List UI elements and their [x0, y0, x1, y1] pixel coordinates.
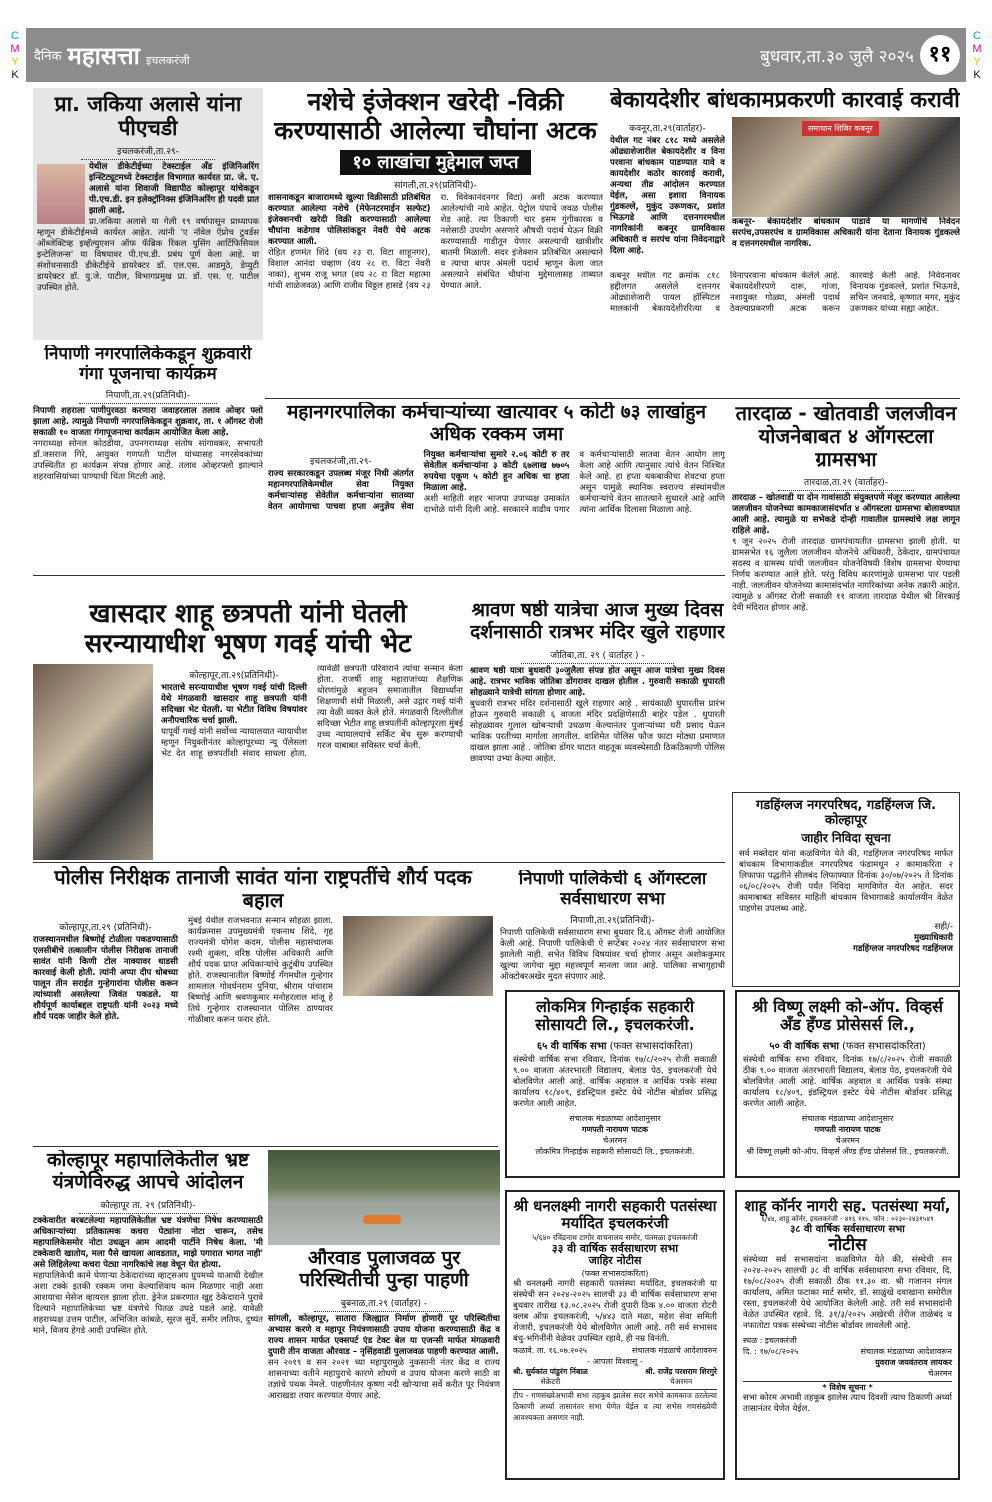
dateline: कोल्हापूर ता. २९ (प्रतिनिधी)-	[100, 1200, 196, 1211]
reg-k: K	[11, 69, 19, 81]
article-zakiya	[33, 88, 263, 340]
flood-photo	[268, 1150, 500, 1245]
issue-date: बुधवार,ता.३० जुलै २०२५	[760, 46, 914, 67]
article-lead: राजस्थानमधील बिष्णोई टोळीला पकडण्यासाठी एलसीबीचे तत्कालीन पोलीस निरीक्षक तानाजी सावंत यांनी किणी टोल नाक्यावर धाडसी कारवाई केली होती. त्यांनी अप्पा दीप धोबच्या पालून तीन सराईत गुन्हेगारांना पोलीस करून त्यांच्याशी असलेल्या जिवंत पकडले. या शौर्यपूर्ण कार्याबद्दल राष्ट्रपती यांनी २०२३ मध्ये शौर्य पदक जाहीर केले होते.	[33, 935, 178, 1022]
masthead	[26, 28, 966, 82]
article-kolhapur-aap	[33, 1150, 263, 1480]
article-shahu	[33, 600, 463, 860]
dateline: कोल्हापूर,ता.२९(प्रतिनिधी)-	[189, 670, 279, 681]
headline: निपाणी नगरपालिकेकडून शुक्रवारी गंगा पूजनाचा कार्यक्रम	[44, 345, 252, 384]
headline: तारदाळ - खोतवाडी जलजीवन योजनेबाबत ४ ऑगस्टला ग्रामसभा	[735, 402, 957, 471]
article-injection	[268, 88, 603, 393]
notice-tip: टीप - गणसंख्येअभावी सभा तहकूब झालेस सदर सभेचे कामकाज ठरलेल्या ठिकाणी अर्ध्या तासानंतर सभा घेणेत येईल व त्या सभेस गणसंख्येची आवश्यकता असणार नाही.	[513, 1390, 717, 1422]
notice-subtitle: ३३ वी वार्षिक सर्वसाधारण सभा	[551, 1241, 679, 1255]
notice-address: ५/६४० रविंद्रनाथ टागोर वाचनालय समोर, पंतमळा इचलकरंजी	[532, 1232, 698, 1242]
article-lead: निपाणी शहराला पाणीपुरवठा करणारा जवाहरलाल तलाव ओव्हर फ्लो झाला आहे. त्यामुळे निपाणी नगरपालिकेकडून शुक्रवार, ता. १ ऑगस्ट रोजी सकाळी १० वाजता गंगापूजनाचा कार्यक्रम आयोजित केला आहे.	[33, 406, 263, 439]
article-body: बुधवारी रात्रभर मंदिर दर्शनासाठी खुले राहणार आहे . सायंकाळी धुपारतीस प्रारंभ होऊन गुरुवारी सकाळी ६ वाजता मंदिर प्रदक्षिणेसाठी बाहेर पडेल . धुपारती सोहळ्यावर गुलाल खोबऱ्याची उधळण केल्यानंतर पुजाऱ्यांच्या घरी प्रसाद घेऊन भाविक परतीच्या मार्गाला लागतील. वाशिमेत पोलिस फौज फाटा मोठ्या प्रमाणात दाखल झाला आहे . जोतिबा डोंगर घाटात वाहतूक व्यवस्थेसाठी ठिकठिकाणी पोलिस छावण्या उभ्या केल्या आहेत.	[470, 698, 725, 764]
dateline: कोल्हापूर,ता.२९ (प्रतिनिधी)-	[59, 923, 152, 933]
notice-lokmitra	[505, 990, 725, 1178]
article-shravan	[470, 600, 725, 870]
headline: महानगरपालिका कर्मचाऱ्यांच्या खात्यावर ५ कोटी ७३ लाखांहुन अधिक रक्कम जमा	[286, 402, 707, 445]
signatory-name: श्री. सुर्यकांत पांडुरंग निंबाळ	[513, 1366, 588, 1376]
article-body: निपाणी पालिकेची सर्वसाधारण सभा बुधवार दि.६ ऑगस्ट रोजी आयोजित केली आहे. निपाणी पालिकेची ऐ सप्टेंबर २०२४ नंतर सर्वसाधारण सभा झालेली नाही. सभेत विविध विषयांवर चर्चा होणार असून अशोककुमार खुल्या जागेचा मुद्दा महत्त्वपूर्ण मानला जात आहे. पालिका सभागृहाची ऑक्टोबरअखेर मुदत संपणार आहे.	[500, 928, 725, 983]
masthead-prefix: दैनिक	[34, 49, 62, 64]
article-lead: राज्य सरकारकडून उपलब्ध मंजूर निधी अंतर्गत महानगरपालिकेमधील सेवा नियुक्त कर्मचाऱ्यांसह सेवेतील कर्मचाऱ्यांना सातव्या वेतन आयोगाचा पाचवा हप्ता अनुज्ञेय सेवा नियुक्त कर्मचाऱ्यांचा सुमारे २.०६ कोटी रु तर सेवेतील कर्मचाऱ्यांना ३ कोटी ६७लाख ७७०५ रुपयेचा एकूण ५ कोटी हून अधिक चा हप्ता मिळाला आहे.	[268, 449, 570, 512]
notice-gadhinglaj	[732, 792, 960, 987]
notice-vishnu-laxmi	[735, 990, 960, 1178]
article-nipani-sabha	[500, 870, 725, 985]
registration-marks-right	[972, 30, 982, 82]
notice-body: सर्व मक्तेदार यांना कळविणेत येते की, गडहिंग्लज नगरपरिषद मार्फत बांधकाम विभागाकडील नगरपरिषद फंडामधून २ कामाकरिता २ लिफाफा पद्धतीने सीलबंद लिफाफ्यात दिनांक ३०/०७/२०२५ ते दिनांक ०६/०८/२०२५ रोजी पर्यंत निविदा मागविणेत येत आहेत. सदर कामाबाबत सविस्तर माहिती बांधकाम विभागाकडे कार्यालयीन वेळेत पाहणेस उपलब्ध आहे.	[739, 848, 953, 914]
headline: खासदार शाहू छत्रपती यांनी घेतली सरन्यायाधीश भूषण गवई यांची भेट	[84, 600, 412, 659]
article-lead: येथील गट नंबर ८१८ मध्ये असलेले ओढ्याशेजारील बेकायदेशीर व विना परवाना बांधकाम पाडण्यात यावे व कायदेशीर कठोर कारवाई करावी, अन्यथा तीव्र आंदोलन करण्यात येईल, असा इशारा विनायक गुंडकल्ले, मुकुंद उरूणकर, प्रशांत भिऊगडे आणि दत्तनगरमधील नागरिकांनी कबनूर ग्रामविकास अधिकारी व सरपंच यांना निवेदनाद्वारे दिला आहे.	[610, 136, 725, 257]
signatory-title: चेअरमन	[928, 1369, 952, 1379]
notice-footer: लोकमित्र गिन्हाईक सहकारी सोसायटी लि., इचलकरंजी.	[535, 1146, 695, 1156]
notice-place: स्थळ : इचलकरंजी	[743, 1336, 797, 1346]
signatory-name: गणपती नारायण पाटक	[581, 1124, 649, 1134]
article-body: यापूर्वी गवई यांनी सर्वोच्च न्यायालयात न्यायाधीश म्हणून नियुक्तीनंतर कोल्हापूरच्या न्यू पॅलेसला भेट देत शाहू छत्रपतींशी संवाद साधला होता. त्यावेळी छत्रपती परिवाराने त्यांचा सन्मान केला होता. राजर्षी शाहू महाराजांच्या शैक्षणिक धोरणांमुळे बहुजन समाजातील विद्यार्थ्यांना शिक्षणाची संधी मिळाली, असे उद्गार गवई यांनी त्या वेळी व्यक्त केले होते. मंगळवारी दिल्लीतील सदिच्छा भेटीत शाहू छत्रपतींनी कोल्हापूरला मुंबई उच्च न्यायालयाचे सर्किट बेंच सुरू करण्याची गरज याबाबत सविस्तर चर्चा केली.	[161, 663, 463, 759]
masthead-city: इचलकरंजी	[145, 54, 190, 67]
signatory-title: चेअरमन	[603, 1135, 627, 1145]
dateline: इचलकरंजी,ता.२९-	[117, 147, 179, 158]
news-photo	[732, 117, 960, 217]
registration-marks-left	[10, 30, 20, 82]
notice-title: शाहू कॉर्नर नागरी सह. पतसंस्था मर्या,	[744, 1197, 951, 1215]
reg-m: M	[972, 43, 982, 55]
dateline: सांगली,ता.२९(प्रतिनिधी)-	[394, 180, 477, 191]
notice-title: लोकमित्र गिन्हाईक सहकारी सोसायटी लि., इचलकरंजी.	[535, 997, 695, 1035]
article-body: रोहित हणमंत शिंदे (वय २३ रा. विटा शाहूनगर), विशाल आनंदा चव्हाण (वय २८ रा. विटा नेवरी नाका), शुभम राजू भगत (वय २८ रा विटा महात्मा गांधी शाळेजवळ) आणि राजीव विठ्ठल हासडे (वय २३ रा. विवेकानंदनगर विटा) अशी अटक करण्यात आलेल्यांची नावे आहेत. पेट्रोल पंपाचे जवळ पोलीस शेड आहे. त्या ठिकाणी चार इसम गुंगीकारक व नशेसाठी उपयोग असणारे औषधी पदार्थ घेऊन विक्री करण्यासाठी गाडीतून येणार असल्याची खात्रीशीर बातमी मिळाली. सदर इंजेक्शन प्रतिबंधित असल्याने व त्याचा बापर अंमली पदार्थ म्हणून केला जात असल्याने संबंधित चौघांना मुद्देमालासह ताब्यात घेण्यात आले.	[268, 192, 603, 291]
headline: निपाणी पालिकेची ६ ऑगस्टला सर्वसाधारण सभा	[518, 870, 707, 909]
article-lead: सांगली, कोल्हापूर, सातारा जिल्ह्यात निर्माण होणारी पूर परिस्थितीचा अभ्यास करणे व महापूर नियंत्रणासाठी उपाय योजना करण्यासाठी केंद्र व राज्य शासन मार्फत एक्सपर्ट एंड टेक्ट बेल या एजन्सी मार्फत मंगळवारी दुपारी तीन वाजता औरवाड – नृसिंहवाडी पुलाजवळ पाहणी करण्यात आली.	[268, 1313, 500, 1357]
dateline: कवनूर,ता.२९(वार्ताहर)-	[629, 124, 706, 135]
article-body: अशी माहिती शहर भाजपा उपाध्यक्ष उमाकांत दाभोळे यांनी दिली आहे. सरकारने वाढीव पगार व कर्मचाऱ्यांसाठी सातवा वेतन आयोग लागू केला आहे आणि त्यानुसार त्यांचे वेतन निश्चित केले आहे. हा हप्ता थकबाकीचा शेवटचा हप्ता असून यामुळे स्थानिक स्वराज्य संस्थांमधील कर्मचाऱ्यांचे वेतन सातत्याने सुधारले आहे आणि त्यांना आर्थिक दिलासा मिळाला आहे.	[423, 449, 725, 515]
portrait-photo	[37, 164, 85, 224]
article-mahanagarpalika	[268, 402, 725, 570]
subheadline: १० लाखांचा मुद्देमाल जप्त	[340, 150, 530, 175]
notice-subtitle: ५० वी वार्षिक सभा	[769, 1040, 839, 1052]
notice-body: श्री धनलक्ष्मी नागरी सहकारी पतसंस्था मर्यादित, इचलकरंजी या संस्थेची सन २०२४-२०२५ सालची ३३ वी वार्षिक सर्वसाधारण सभा बुधवार तारीख १३.०८.२०२५ रोजी दुपारी ठिक ४.०० वाजता रोटरी क्लब ऑफ इचलकरंजी, ५/४४३ दाते मळा, महेश सेवा समिती शेजारी, इचलकरंजी येथे बोलविणेत आली आहे. तरी सर्व सभासद बंधु-भगिनींनी वेळेवर उपस्थित रहावे, ही नम्र विनंती.	[513, 1278, 717, 1344]
article-body: ९ जून २०२५ रोजी तारदाळ ग्रामपंचायतीत ग्रामसभा झाली होती. या ग्रामसभेत १६ जुलैला जलजीवन योजनेचे अधिकारी, ठेकेदार, ग्रामपंचायत सदस्य व ग्रामस्थ यांची जलजीवन योजनेविषयी विशेष ग्रामसभा घेण्याचा निर्णय करण्यात आले होते. परंतु विविध कारणांमुळे ग्रामसभा पार पडली नाही. जलजीवन योजनेच्या कामासंदर्भात नागरिकांच्या अनेक तक्रारी आहेत. त्यामुळे ४ ऑगस्ट रोजी सकाळी ११ वाजता तारदाळ येथील श्री शिरकाई देवी मंदिरात होणार आहे.	[732, 537, 960, 613]
special-note: सभा कोरम अभावी तहकूब झालेस त्याच दिवशी त्याच ठिकाणी अर्ध्या तासानंतर घेणेत येईल.	[743, 1393, 952, 1415]
notice-label: जाहिर नोटीस	[588, 1254, 642, 1268]
signatory-name: श्री. राजेंद्र परशराम शिरगुरे	[645, 1366, 717, 1376]
headline: औरवाड पुलाजवळ पुर परिस्थितीची पुन्हा पाहणी	[299, 1248, 469, 1291]
headline: नशेचे इंजेक्शन खरेदी -विक्री करण्यासाठी आलेल्या चौघांना अटक	[274, 88, 597, 145]
notice-label: नोटीस	[828, 1234, 867, 1255]
reg-y: Y	[11, 56, 19, 68]
article-police	[33, 866, 493, 1141]
notice-subtitle: ६५ वी वार्षिक सभा	[536, 1040, 607, 1052]
signatory-org: संचालक मंडळाच्या आदेशानुसार	[801, 1113, 894, 1123]
notice-title: श्री धनलक्ष्मी नागरी सहकारी पतसंस्था मर्यादित इचलकरंजी	[513, 1197, 717, 1233]
article-aurwad	[268, 1248, 500, 1480]
article-lead: भारताचे सरन्यायाधीश भूषण गवई यांची दिल्ली येथे मंगळवारी खासदार शाहू छत्रपती यांनी सदिच्छा भेट घेतली. या भेटीत विविध विषयांवर अनौपचारिक चर्चा झाली.	[161, 682, 307, 726]
photo-banner: समाधान शिबिर कबनूर	[802, 121, 879, 136]
article-body: कबनूर मधील गट क्रमांक ८१८ हद्दीलगत असलेले दत्तनगर ओढ्याशेजारी पायल हॉस्पिटल मालकांनी बेकायदेशीररित्या व विनापरवाना बांधकाम केलेले आहे. बेकायदेशीरपणे दारू, गांजा, नशायुक्त गोळ्या, अंमली पदार्थ ठेवल्याप्रकरणी अटक करून कारवाई केली आहे. निवेदनावर विनायक गुंडकल्ले, प्रशांत भिऊगडे, सचिन जनवाडे, कृष्णात मगर, मुकुंद उरूणकर यांच्या सह्या आहेत.	[610, 271, 960, 315]
article-bekaydeshir	[610, 88, 960, 393]
masthead-name: महासत्ता	[67, 41, 140, 70]
article-lead: येथील डीकेटीईच्या टेक्स्टाईल अँड इंजिनिअरिंग इन्स्टिट्यूटमध्ये टेक्स्टाईल विभागात कार्यरत प्रा. जे. ए. अलासे यांना शिवाजी विद्यापीठ कोल्हापूर यांचेकडून पी.एच.डी. इन इलेक्ट्रॉनिक्स इंजिनिअरिंग ही पदवी प्रात झाली आहे.	[89, 162, 259, 217]
signatory-title: चेअरमन	[835, 1135, 860, 1145]
notice-title: गडहिंग्लज नगरपरिषद, गडहिंग्लज जि. कोल्हापूर	[755, 798, 937, 828]
article-body: महापालिकेची कामे घेणाऱ्या ठेकेदारांच्या व्हाट्सअप ग्रुपमध्ये याआधी देखील अशा टक्के इतकी रक्कम जमा केल्याशिवाय काम मिळणार नाही अशा आशयाचा मेसेज व्हायरल झाला होता. ड्रेनेज प्रकरणात खुद्द ठेकेदाराने पुरावे दिल्याने महापालिकेच्या भ्रष्ट यंत्रणेचे पितळ उघडे पडले आहे. यावेळी शहराध्यक्ष उत्तम पाटील, अभिजित कांबळे, सूरज सुर्वे, समीर लतिफ, दुष्यंत माने, विजय हेगडे आदी उपस्थित होते.	[33, 1270, 263, 1336]
article-lead: श्रावण षष्ठी यात्रा बुधवारी ३०जुलैला संपन्न होत असून आज यात्रेचा मुख्य दिवस आहे. रात्रभर भाविक जोतिबा डोंगरावर दाखल होतील . गुरुवारी सकाळी धुपारती सोहळ्याने यात्रेची सांगता होणार आहे.	[470, 665, 725, 698]
signatory-org: संचालक मंडळाच्या आदेशानुसार	[569, 1113, 661, 1123]
headline: कोल्हापूर महापालिकेतील भ्रष्ट यंत्रणेविरुद्ध आपचे आंदोलन	[46, 1150, 250, 1193]
signatory-name: युवराज जयवंतराव लायकर	[875, 1358, 952, 1368]
page-number: ११	[920, 35, 960, 75]
article-body: मुंबई येथील राजभवनात सन्मान सोहळा झाला. कार्यक्रमास उपमुख्यमंत्री एकनाथ शिंदे, गृह राज्यमंत्री योगेश कदम, पोलीस महासंचालक रश्मी शुक्ला, वरिष्ठ पोलीस अधिकारी आणि शौर्य पदक प्राप्त अधिकाऱ्यांचे कुटुंबीय उपस्थित होते. राजस्थानातील बिष्णोई गँगमधील गुन्हेगार शामलाल गोवर्धनराम पुनिया, श्रीराम पांचाराम बिष्णोई आणि श्रवणकुमार मनोहरलाल मांजू हे तिघे गुन्हेगार राजस्थानात पोलिस ठाण्यावर गोळीबार करून फरार होते.	[188, 916, 333, 1025]
dateline: इचलकरंजी,ता.२९-	[310, 456, 372, 467]
signatory-title: सेक्रेटरी	[540, 1376, 561, 1386]
notice-body: संस्थेची वार्षिक सभा रविवार, दिनांक १७/८/२०२५ रोजी सकाळी ठीक ९.०० वाजता अंतरभारती विद्यालय, बेलाड पेठ, इचलकरंजी येथे बोलविणेत आली आहे. वार्षिक अहवाल व आर्थिक पत्रके संस्था कार्यालय १८/४०९, इंडस्ट्रियल इस्टेट येथे नोटीस बोर्डावर प्रसिद्ध करणेत आली आहेत.	[743, 1054, 952, 1109]
photo-caption: कबनूर- बेकायदेशीर बांधकाम पाडावे या मागणीचे निवेदन सरपंच,उपसरपंच व ग्रामविकास अधिकारी यांना देताना विनायक गुंडकल्ले व दत्तनगरमधील नागरिक.	[732, 217, 960, 250]
dateline: तारदाळ,ता.२९ (वार्ताहर)-	[803, 478, 889, 488]
headline: प्रा. जकिया अलासे यांना पीएचडी	[54, 92, 242, 141]
signatory-org: गडहिंग्लज नगरपरिषद गडहिंग्लज	[853, 943, 953, 954]
reg-c: C	[11, 30, 19, 42]
notice-body: संस्थेची वार्षिक सभा रविवार, दिनांक १७/८/२०२५ रोजी सकाळी ९.०० वाजता अंतरभारती विद्यालय, बेलाड पेठ, इचलकरंजी येथे बोलविणेत आली आहे. वार्षिक अहवाल व आर्थिक पत्रके संस्था कार्यालय १८/४०९, इंडस्ट्रियल इस्टेट येथे नोटीस बोर्डावर प्रसिद्ध करणेत आली आहेत.	[513, 1054, 717, 1109]
signatory-name: गणपती नारायण पाटक	[814, 1124, 881, 1134]
news-photo	[33, 664, 153, 860]
reg-c: C	[973, 30, 981, 42]
notice-subtitle: ३८ वी वार्षिक सर्वसाधारण सभा	[790, 1224, 905, 1236]
headline: पोलीस निरीक्षक तानाजी सावंत यांना राष्ट्रपतींचे शौर्य पदक बहाल	[54, 866, 472, 912]
signature: सही/-	[934, 921, 953, 932]
dateline: बुबनाळ,ता.२९ (वार्ताहर) -	[340, 1298, 428, 1309]
signatory-title: मुख्याधिकारी	[913, 932, 953, 943]
news-photo	[343, 916, 493, 996]
reg-k: K	[973, 69, 981, 81]
article-body: सन २०१९ व सन २०२१ च्या महापुरामुळे नुकसानी नंतर केंद्र व राज्य शासनाच्या वतीने महापुराचे कारणे शोधणे व उपाय योजना करणे साठी वा तज्ञांचे पथक नेमले. पाहणीनंतर कृष्णा नदी खोऱ्याचा सर्वे करीत पूर नियंत्रण आराखडा तयार करण्यात येणार आहे.	[268, 1357, 500, 1401]
headline: श्रावण षष्ठी यात्रेचा आज मुख्य दिवस दर्शनासाठी रात्रभर मंदिर खुले राहणार	[470, 600, 725, 643]
signatory-title: चेअरमन	[669, 1376, 693, 1386]
dateline: निपाणी,ता.२९(प्रतिनिधी)-	[570, 916, 655, 927]
notice-subtitle: जाहीर निविदा सूचना	[801, 830, 891, 845]
special-note-title: * विशेष सूचना *	[743, 1381, 952, 1393]
article-tardal	[732, 402, 960, 787]
signatory-org: संचालक मंडळाचे आदेशावरुन	[631, 1345, 717, 1355]
notice-date: कळावे. ता. १६.०७.२०२५	[513, 1345, 587, 1355]
notice-date: दि. : १७/०८/२०२५	[743, 1347, 799, 1357]
notice-shahu-corner	[735, 1190, 960, 1480]
article-lead: तारदाळ – खोतवाडी या दोन गावांसाठी संयुक्तपणे मंजूर करण्यात आलेल्या जलजीवन योजनेच्या कामकाजासंदर्भात ४ ऑगस्टला ग्रामसभा बोलावण्यात आली आहे. त्यामुळे या सभेकडे दोन्ही गावातील ग्रामस्थांचे लक्ष लागून राहिले आहे.	[732, 493, 960, 536]
article-lead: शासनाकडून बाजारामध्ये खुल्या विक्रीसाठी प्रतिबंधित करण्यात आलेल्या नशेचे (मेफेनटरमाईन सल्फेट) इंजेक्शनची खरेदी विक्री करण्यासाठी आलेल्या चौघांना कडेगाव पोलिसांकडून नेवरी येथे अटक करण्यात आली.	[268, 192, 431, 247]
headline: बेकायदेशीर बांधकामप्रकरणी कारवाई करावी	[610, 88, 960, 113]
notice-title: श्री विष्णू लक्ष्मी को-ऑप. विव्हर्स अँड हँण्ड प्रोसेसर्स लि.,	[752, 997, 943, 1035]
reg-m: M	[10, 43, 20, 55]
dateline: निपाणी,ता.२९(प्रतिनिधी)-	[105, 391, 191, 402]
article-lead: टक्केवारीत बरबटलेल्या महापालिकेतील भ्रष्ट यंत्रणेचा निषेध करण्यासाठी अधिकाऱ्यांच्या प्रतिकात्मक कचरा पेट्यांना नोटा चारून, तसेच महापालिकेसमोर नोटा उधळून आम आदमी पार्टीने निषेध केला. 'मी टक्केवारी खातोय, मला पैसे खायला आवडतात, माझे पगारात भागत नाही' असे लिहिलेल्या कचरा पेट्या नागरिकांचे लक्ष वेधून घेत होत्या.	[33, 1215, 263, 1270]
reg-y: Y	[973, 56, 981, 68]
notice-footer: श्री विष्णू लक्ष्मी को-ऑप. विव्हर्स अँण्ड हँण्ड प्रोसेसर्स लि., इचलकरंजी.	[746, 1146, 949, 1156]
article-body: प्रा.जकिया अलासे या गेली १९ वर्षापासून प्राध्यापक म्हणून डीकेटीईमध्ये कार्यरत आहेत. त्यांनी 'ए नॉवेल ऍप्रोच टुवर्डस ऑब्जेक्टिव्ह इव्हॅल्युएशन ऑफ फॅब्रिक रिंकल युसिंग आर्टिफिसियल इन्टेलिजन्स' या विषयावर पी.एच.डी. प्रबंध पूर्ण केला आहे. या संशोधनासाठी डीकेटीईचे डायरेक्टर डॉ. एल.एस. आडमुठे, डेप्युटी डायरेक्टर डॉ. यु.जे. पाटील, विभागप्रमुख प्रा. डॉ. एस. ए. पाटील उपस्थित होते.	[37, 217, 259, 294]
regards: - आपला विश्वासू -	[587, 1356, 643, 1366]
dateline: जोतिबा,ता. २९ ( वार्ताहर ) -	[550, 650, 645, 661]
notice-body: संस्थेच्या सर्व सभासदांना कळविणेत येते की, संस्थेची सन २०२४-२०२५ सालची ३८ वी वार्षिक सर्वसाधारण सभा रविवार, दि. १७/०८/२०२५ रोजी सकाळी ठीक ११.३० वा. श्री गजानन मंगल कार्यालय, अमित फटाका मार्ट समोर, डॉ. साळुंखे दवाखाना समोरील रस्ता, इचलकरंजी येथे आयोजित केलेली आहे. तरी सर्व सभासदांनी वेळेत उपस्थित रहावे. दि. ३१/३/२०२५ अखेरची तेरीज ताळेबंद व नफातोटा पत्रक संस्थेच्या नोटीस बोर्डावर लावलेली आहे.	[743, 1255, 952, 1332]
signatory-org: संचालक मंडळाच्या आदेशावरून	[860, 1347, 952, 1357]
notice-dhanlaxmi	[505, 1190, 725, 1480]
notice-note: (फक्त सभासदांकरिता)	[581, 1268, 649, 1278]
article-nipani-ganga	[33, 345, 263, 560]
notice-address: ६/४४, शाहू कॉर्नर, इचलकरंजी - ४१६ ११५. फोन : ०२३०-२४३१५४९	[761, 1215, 934, 1224]
notice-note: (फक्त सभासदांकरिता)	[842, 1040, 926, 1052]
notice-note: (फक्त सभासदांकरिता)	[609, 1040, 694, 1052]
boat	[363, 1215, 401, 1224]
article-body: नगराध्यक्ष सोनल कोठडीया, उपनगराध्यक्ष संतोष सांगावकर, सभापती डॉ.जसराज गिरे, आयुक्त गणपती पाटील यांच्यासह नगरसेवकांच्या उपस्थितीत हा कार्यक्रम संपन्न होणार आहे. तलाव ओव्हरफ्लो झाल्याने शहरवासियांच्या पाण्याची चिंता मिटली आहे.	[33, 439, 263, 483]
